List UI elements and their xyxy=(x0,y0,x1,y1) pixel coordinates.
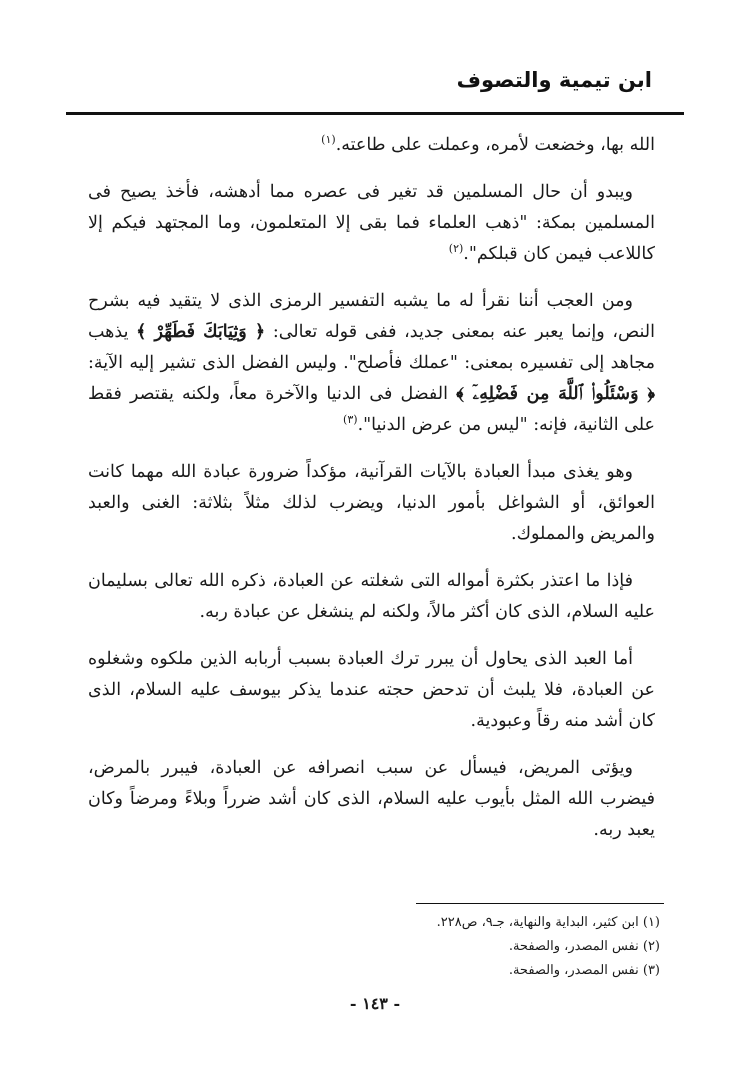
running-title: ابن تيمية والتصوف xyxy=(456,68,652,92)
paragraph-6-text: أما العبد الذى يحاول أن يبرر ترك العبادة بسبب أربابه الذين ملكوه وشغلوه عن العبادة، فلا يلبث أن تدحض حجته عندما يذكر بيوسف عليه السلام، الذى كان أشد منه رقاً وعبودية. xyxy=(88,649,655,731)
footnote-ref-2: (٢) xyxy=(448,242,464,256)
footnote-text: ابن كثير، البداية والنهاية، جـ٩، ص٢٢٨. xyxy=(436,915,639,930)
body-text xyxy=(88,130,655,862)
footnote-text: نفس المصدر، والصفحة. xyxy=(508,939,639,954)
paragraph-1-text: الله بها، وخضعت لأمره، وعملت على طاعته. xyxy=(335,135,655,155)
paragraph-3-part-3: الفضل فى الدنيا والآخرة معاً، ولكنه يقتصر فقط على الثانية، فإنه: "ليس من عرض الدنيا". xyxy=(88,384,655,435)
paragraph-7-text: ويؤتى المريض، فيسأل عن سبب انصرافه عن العبادة، فيبرر بالمرض، فيضرب الله المثل بأيوب عليه السلام، الذى كان أشد ضرراً وبلاءً ومرضاً وكان يعبد ربه. xyxy=(88,758,655,840)
paragraph-7 xyxy=(88,753,655,846)
paragraph-1 xyxy=(88,130,655,161)
footnote-number: (٢) xyxy=(642,939,660,954)
footnote-item xyxy=(200,911,660,935)
footnote-number: (١) xyxy=(642,915,660,930)
paragraph-3-part-1: ومن العجب أننا نقرأ له ما يشبه التفسير الرمزى الذى لا يتقيد فيه بشرح النص، وإنما يعبر عنه بمعنى جديد، ففى قوله تعالى: xyxy=(88,291,655,342)
footnote-ref-3: (٣) xyxy=(343,413,358,427)
footnote-rule xyxy=(416,903,664,904)
footnote-item xyxy=(200,959,660,983)
paragraph-5 xyxy=(88,566,655,628)
page-number: - ١٤٣ - xyxy=(349,994,401,1013)
paragraph-4 xyxy=(88,457,655,550)
footnote-text: نفس المصدر، والصفحة. xyxy=(508,963,639,978)
paragraph-2-text: ويبدو أن حال المسلمين قد تغير فى عصره مما أدهشه، فأخذ يصيح فى المسلمين بمكة: "ذهب العلماء فما بقى إلا المتعلمون، وما المجتهد فيكم إلا كاللاعب فيمن كان قبلكم". xyxy=(88,182,655,264)
quran-verse-2: ﴿ وَسْئَلُوا۟ ٱللَّهَ مِن فَضْلِهِۦٓ ﴾ xyxy=(456,384,655,404)
paragraph-3 xyxy=(88,286,655,441)
footnotes xyxy=(200,911,660,983)
footnote-number: (٣) xyxy=(642,963,660,978)
paragraph-3-part-2: يذهب مجاهد إلى تفسيره بمعنى: "عملك فأصلح". وليس الفضل الذى تشير إليه الآية: xyxy=(88,322,655,373)
footnote-ref-1: (١) xyxy=(321,133,336,147)
paragraph-2 xyxy=(88,177,655,270)
footnote-item xyxy=(200,935,660,959)
paragraph-6 xyxy=(88,644,655,737)
paragraph-5-text: فإذا ما اعتذر بكثرة أمواله التى شغلته عن العبادة، ذكره الله تعالى بسليمان عليه السلام، الذى كان أكثر مالاً، ولكنه لم ينشغل عن عبادة ربه. xyxy=(88,571,655,622)
header-rule xyxy=(66,112,684,115)
paragraph-4-text: وهو يغذى مبدأ العبادة بالآيات القرآنية، مؤكداً ضرورة عبادة الله مهما كانت العوائق، أو الشواغل بأمور الدنيا، ويضرب لذلك مثلاً بثلاثة: الغنى والعبد والمريض والمملوك. xyxy=(88,462,655,544)
quran-verse-1: ﴿ وَثِيَابَكَ فَطَهِّرْ ﴾ xyxy=(136,322,266,342)
